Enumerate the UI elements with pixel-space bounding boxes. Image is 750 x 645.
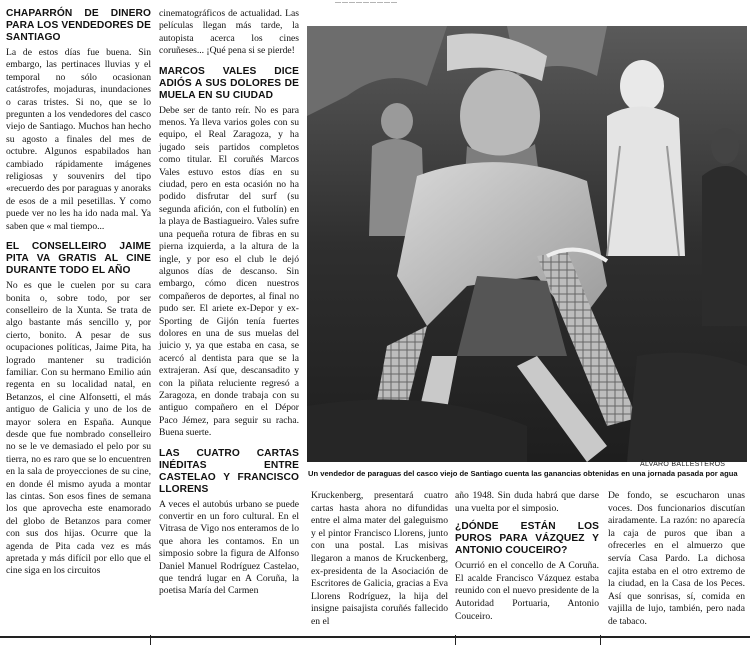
article-puros-continued: De fondo, se escucharon unas voces. Dos funcionarios discutían airadamente. La razón: no aparecía la caja de puros que iban a ofrecerles en el almuerzo que servía Casa Pardo. La dichosa cajita estaba en el otro extremo de la ciudad, en la Casa de los Peces. Así que sonrisas, sí, comida en vajilla de lujo, también, pero nada de tabaco. [608,490,745,627]
article-cartas: A veces el autobús urbano se puede convertir en un foro cultural. En el Vitrasa de Vigo nos enteramos de lo que ahora les contamos. En un simposio sobre la figura de Alfonso Daniel Manuel Rodríguez Castelao, que tendrá lugar en A Coruña, la poetisa María del Carmen [159,498,299,597]
article-cartas-end: año 1948. Sin duda habrá que darse una vuelta por el simposio. [455,490,599,514]
headline-vales: MARCOS VALES DICE ADIÓS A SUS DOLORES DE MUELA EN SU CIUDAD [159,65,299,101]
column-3 [311,490,448,629]
article-vales: Debe ser de tanto reír. No es para menos. Ya lleva varios goles con su equipo, el Real Zaragoza, y ha jugado seis partidos completos como titular. El coruñés Marcos Vales estuvo estos días en su ciudad, pero en esta ocasión no ha podido disfrutar del surf (su segunda afición, con el futbolín) en la playa de Bastiagueiro. Vales sufre una pequeña rotura de fibras en su pierna izquierda, a la altura de la ingle, y por eso el club le dejó algunos días de descanso. Sin embargo, cómo dicen nuestros compañeros de deportes, al final no pudo ser. El ariete ex-Depor y ex-Sporting de Gijón tenía fuertes dolores en una de sus muelas del juicio y, ya que estaba en casa, se acercó al dentista para que se la extrajeran. Así que, descansadito y con la piñata reluciente regresó a Zaragoza, en donde trabaja con su antiguo compañero en el Dépor Paco Jémez, para seguir su racha. Buena suerte. [159,104,299,439]
article-puros: Ocurrió en el concello de A Coruña. El acalde Francisco Vázquez estaba reunido con el nuevo presidente de la Autoridad Portuaria, Antonio Couceiro. [455,560,599,622]
article-pita-continued: cinematográficos de actualidad. Las películas llegan más tarde, la autopista acerca los cines coruñeses... ¡Qué pena si se pierde! [159,8,299,57]
vendor-photo [307,26,747,462]
rule-tick-1 [150,635,151,645]
article-pita: No es que le cuelen por su cara bonita o, sobre todo, por ser conselleiro de la Xunta. Se trata de algo bastante más sencillo y, por cierto, bonito. A pesar de sus ocupaciones políticas, Jaime Pita, ha logrado mantener su tradición familiar. Con su hermano Emilio aún regenta en su localidad natal, en Betanzos, el cine Alfonsetti, el más antiguo de Galicia y uno de los de mayor solera en España. Aunque desde que fue nombrado conselleiro no se le ve demasiado el pelo por su tierra, no es raro que se lo encuentren en la sala de proyecciones de su cine, en donde él mismo ayuda a montar las cintas. Son esos fines de semana los que aprovecha este enamorado del globo de Betanzos para comer con sus dos hijas. Ocurre que la agenda de Pita cada vez es más apretada y más difícil por ello que el cine siga en los circuitos [6,280,151,577]
headline-puros: ¿DÓNDE ESTÁN LOS PUROS PARA VÁZQUEZ Y ANTONIO COUCEIRO? [455,521,599,557]
headline-cartas: LAS CUATRO CARTAS INÉDITAS ENTRE CASTELAO Y FRANCISCO LLORENS [159,447,299,495]
article-cartas-continued: Kruckenberg, presentará cuatro cartas hasta ahora no difundidas entre el alma mater del galeguismo y el pintor Francisco Llorens, junto con una postal. Las misivas llegaron a manos de Kruckenberg, ex-presidenta de la Asociación de Escritores de Galicia, gracias a Eva Llorens Rodríguez, la hija del insigne paisajista coruñés fallecido en el [311,490,448,627]
column-5 [608,490,745,629]
column-1 [6,8,151,578]
bottom-rule [0,636,750,638]
vendor-photo-image [307,26,747,462]
top-strip: ————————— [335,0,398,6]
rule-tick-3 [600,635,601,645]
column-4 [455,490,599,623]
article-chaparron: La de estos días fue buena. Sin embargo, las pertinaces lluvias y el temporal no sólo ocasionan catástrofes, mojaduras, inundaciones o caras tristes. Si no, que se lo pregunten a los vendedores del casco viejo de Santiago. Muchos han hecho su agosto a finales del mes de octubre. Algunos espabilados han cambiado rápidamente imágenes religiosas y souvenirs del tipo «recuerdo des por paraguas y anoraks de esos de a mil pesetillas. Y como puede ver no les ha ido nada mal. Ya saben que « mal tiempo... [6,47,151,232]
photo-credit: ÁLVARO BALLESTEROS [640,461,726,468]
photo-caption: Un vendedor de paraguas del casco viejo de Santiago cuenta las ganancias obtenidas en una jornada pasada por agua [308,469,738,478]
rule-tick-2 [455,635,456,645]
column-2 [159,8,299,598]
headline-chaparron: CHAPARRÓN DE DINERO PARA LOS VENDEDORES DE SANTIAGO [6,8,151,43]
headline-pita: EL CONSELLEIRO JAIME PITA VA GRATIS AL CINE DURANTE TODO EL AÑO [6,241,151,277]
